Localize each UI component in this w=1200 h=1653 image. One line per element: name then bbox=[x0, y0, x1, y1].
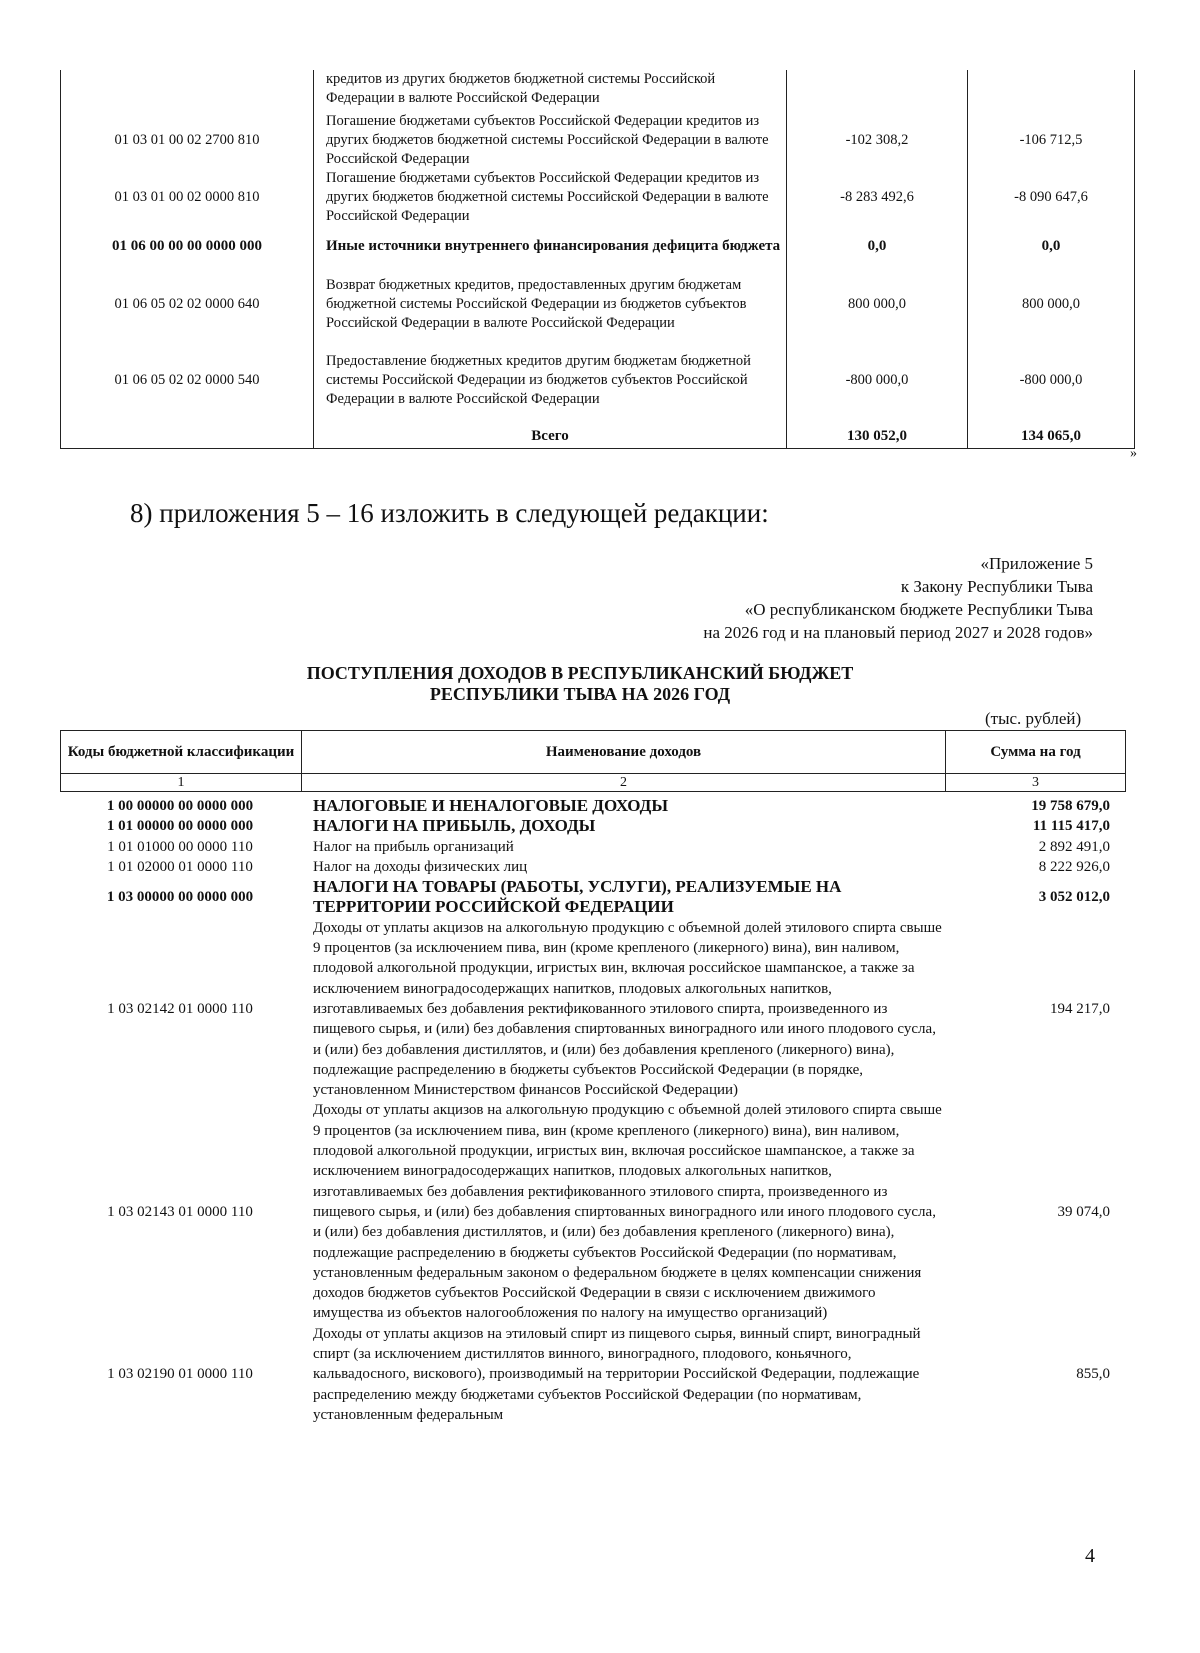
row-name: Иные источники внутреннего финансирования дефицита бюджета bbox=[314, 226, 787, 266]
row-value-2027: 800 000,0 bbox=[787, 266, 968, 342]
page-title: ПОСТУПЛЕНИЯ ДОХОДОВ В РЕСПУБЛИКАНСКИЙ БЮДЖЕТ bbox=[306, 663, 854, 683]
appendix-period: на 2026 год и на плановый период 2027 и 2028 годов» bbox=[703, 623, 1093, 642]
row-value-2027: -800 000,0 bbox=[787, 342, 968, 418]
row-sum: 855,0 bbox=[1076, 1366, 1110, 1383]
total-value-2027: 130 052,0 bbox=[787, 418, 968, 449]
row-value-2028: -8 090 647,6 bbox=[968, 169, 1135, 226]
table-row bbox=[60, 796, 1122, 816]
sources-table bbox=[60, 70, 1135, 449]
row-sum: 19 758 679,0 bbox=[1031, 798, 1110, 814]
row-value-2027: 0,0 bbox=[787, 226, 968, 266]
row-value-2028: -106 712,5 bbox=[968, 112, 1135, 169]
row-code: 1 03 00000 00 0000 000 bbox=[106, 889, 254, 906]
row-code: 1 03 02143 01 0000 110 bbox=[107, 1203, 253, 1220]
row-name: Погашение бюджетами субъектов Российской Федерации кредитов из других бюджетов бюджетной системы Российской Федерации в валюте Российской Федерации bbox=[314, 169, 787, 226]
row-name: НАЛОГИ НА ПРИБЫЛЬ, ДОХОДЫ bbox=[313, 816, 596, 836]
row-code: 1 01 00000 00 0000 000 bbox=[106, 818, 254, 835]
row-code: 01 06 05 02 02 0000 640 bbox=[61, 266, 314, 342]
row-name: Возврат бюджетных кредитов, предоставленных другим бюджетам бюджетной системы Российской Федерации из бюджетов субъектов Российской Федерации в валюте Российской Федерации bbox=[314, 266, 787, 342]
revenue-table-body bbox=[60, 796, 1122, 1425]
table-row bbox=[60, 857, 1122, 877]
row-value-2028 bbox=[968, 70, 1135, 112]
closing-quote: » bbox=[1130, 446, 1137, 461]
row-name: кредитов из других бюджетов бюджетной системы Российской Федерации в валюте Российской Федерации bbox=[314, 70, 787, 112]
header-sum: Сумма на год bbox=[946, 731, 1126, 774]
total-row bbox=[61, 418, 1135, 449]
row-name: Налог на прибыль организаций bbox=[313, 838, 514, 855]
row-name: НАЛОГИ НА ТОВАРЫ (РАБОТЫ, УСЛУГИ), РЕАЛИЗУЕМЫЕ НА ТЕРРИТОРИИ РОССИЙСКОЙ ФЕДЕРАЦИИ bbox=[313, 877, 842, 917]
table-row bbox=[61, 266, 1135, 342]
total-value-2028: 134 065,0 bbox=[968, 418, 1135, 449]
column-number: 3 bbox=[946, 774, 1126, 792]
row-value-2027 bbox=[787, 70, 968, 112]
table-row bbox=[60, 837, 1122, 857]
row-name: Доходы от уплаты акцизов на алкогольную продукцию с объемной долей этилового спирта свыше 9 процентов (за исключением пива, вин (кроме крепленого (ликерного) вина), вин наливом, плодовой алкогольной продукции, игристых вин, включая российское шампанское, а также за исключением виноградосодержащих напитков, плодовых алкогольных напитков, изготавливаемых без добавления ректификованного этилового спирта, произведенного из пищевого сырья, и (или) без добавления спиртованных виноградного или иного плодового сусла, и (или) без добавления дистиллятов, и (или) без добавления крепленого (ликерного) вина), подлежащие распределению в бюджеты субъектов Российской Федерации (по нормативам, установленным федеральным законом о федеральном бюджете в целях компенсации снижения доходов бюджетов субъектов Российской Федерации в связи с исключением движимого имущества из объектов налогообложения по налогу на имущество организаций) bbox=[313, 1102, 942, 1322]
row-sum: 8 222 926,0 bbox=[1038, 858, 1110, 875]
row-code: 01 06 05 02 02 0000 540 bbox=[61, 342, 314, 418]
table-row bbox=[61, 70, 1135, 112]
row-sum: 2 892 491,0 bbox=[1038, 838, 1110, 855]
revenue-table-header bbox=[60, 730, 1126, 792]
row-sum: 39 074,0 bbox=[1057, 1203, 1110, 1220]
row-sum: 194 217,0 bbox=[1050, 1000, 1110, 1017]
page-number: 4 bbox=[1085, 1545, 1095, 1567]
item-heading: 8) приложения 5 – 16 изложить в следующей редакции: bbox=[130, 498, 769, 528]
row-value-2027: -102 308,2 bbox=[787, 112, 968, 169]
table-row bbox=[60, 1100, 1122, 1323]
row-name: Погашение бюджетами субъектов Российской Федерации кредитов из других бюджетов бюджетной системы Российской Федерации в валюте Российской Федерации bbox=[314, 112, 787, 169]
header-codes: Коды бюджетной классификации bbox=[61, 731, 302, 774]
row-code: 1 03 02190 01 0000 110 bbox=[107, 1366, 253, 1383]
row-code: 1 03 02142 01 0000 110 bbox=[107, 1000, 253, 1017]
row-code: 1 01 02000 01 0000 110 bbox=[107, 858, 253, 875]
appendix-law: к Закону Республики Тыва bbox=[900, 577, 1093, 596]
table-row bbox=[60, 1324, 1122, 1425]
row-sum: 3 052 012,0 bbox=[1038, 889, 1110, 906]
units-label: (тыс. рублей) bbox=[985, 709, 1082, 728]
table-row bbox=[61, 169, 1135, 226]
table-row bbox=[61, 342, 1135, 418]
row-code bbox=[61, 70, 314, 112]
row-code: 01 03 01 00 02 2700 810 bbox=[61, 112, 314, 169]
header-name: Наименование доходов bbox=[302, 731, 946, 774]
table-row bbox=[60, 918, 1122, 1101]
table-row bbox=[60, 816, 1122, 836]
column-number: 2 bbox=[302, 774, 946, 792]
row-name: Налог на доходы физических лиц bbox=[313, 858, 528, 875]
row-sum: 11 115 417,0 bbox=[1032, 818, 1110, 835]
appendix-label: «Приложение 5 bbox=[980, 554, 1093, 573]
row-name: НАЛОГОВЫЕ И НЕНАЛОГОВЫЕ ДОХОДЫ bbox=[313, 796, 669, 815]
row-value-2028: -800 000,0 bbox=[968, 342, 1135, 418]
table-row bbox=[60, 877, 1122, 918]
row-code: 1 00 00000 00 0000 000 bbox=[106, 798, 254, 814]
table-row bbox=[61, 112, 1135, 169]
row-name: Доходы от уплаты акцизов на алкогольную продукцию с объемной долей этилового спирта свыше 9 процентов (за исключением пива, вин (кроме крепленого (ликерного) вина), вин наливом, плодовой алкогольной продукции, игристых вин, включая российское шампанское, а также за исключением виноградосодержащих напитков, плодовых алкогольных напитков, изготавливаемых без добавления ректификованного этилового спирта, произведенного из пищевого сырья, и (или) без добавления спиртованных виноградного или иного плодового сусла, и (или) без добавления дистиллятов, и (или) без добавления крепленого (ликерного) вина), подлежащие распределению в бюджеты субъектов Российской Федерации (в порядке, установленном Министерством финансов Российской Федерации) bbox=[313, 919, 942, 1099]
appendix-law-title: «О республиканском бюджете Республики Тыва bbox=[744, 600, 1093, 619]
total-label: Всего bbox=[314, 418, 787, 449]
row-value-2027: -8 283 492,6 bbox=[787, 169, 968, 226]
row-name: Предоставление бюджетных кредитов другим бюджетам бюджетной системы Российской Федерации из бюджетов субъектов Российской Федерации в валюте Российской Федерации bbox=[314, 342, 787, 418]
row-code: 01 06 00 00 00 0000 000 bbox=[61, 226, 314, 266]
row-value-2028: 0,0 bbox=[968, 226, 1135, 266]
column-number: 1 bbox=[61, 774, 302, 792]
row-code: 1 01 01000 00 0000 110 bbox=[107, 838, 253, 855]
table-row bbox=[61, 226, 1135, 266]
page-subtitle: РЕСПУБЛИКИ ТЫВА НА 2026 ГОД bbox=[429, 684, 731, 704]
row-value-2028: 800 000,0 bbox=[968, 266, 1135, 342]
row-code: 01 03 01 00 02 0000 810 bbox=[61, 169, 314, 226]
row-name: Доходы от уплаты акцизов на этиловый спирт из пищевого сырья, винный спирт, виноградный спирт (за исключением дистиллятов винного, виноградного, плодового, коньячного, кальвадосного, вискового), производимый на территории Российской Федерации, подлежащие распределению между бюджетами субъектов Российской Федерации (по нормативам, установленным федеральным bbox=[313, 1325, 921, 1423]
